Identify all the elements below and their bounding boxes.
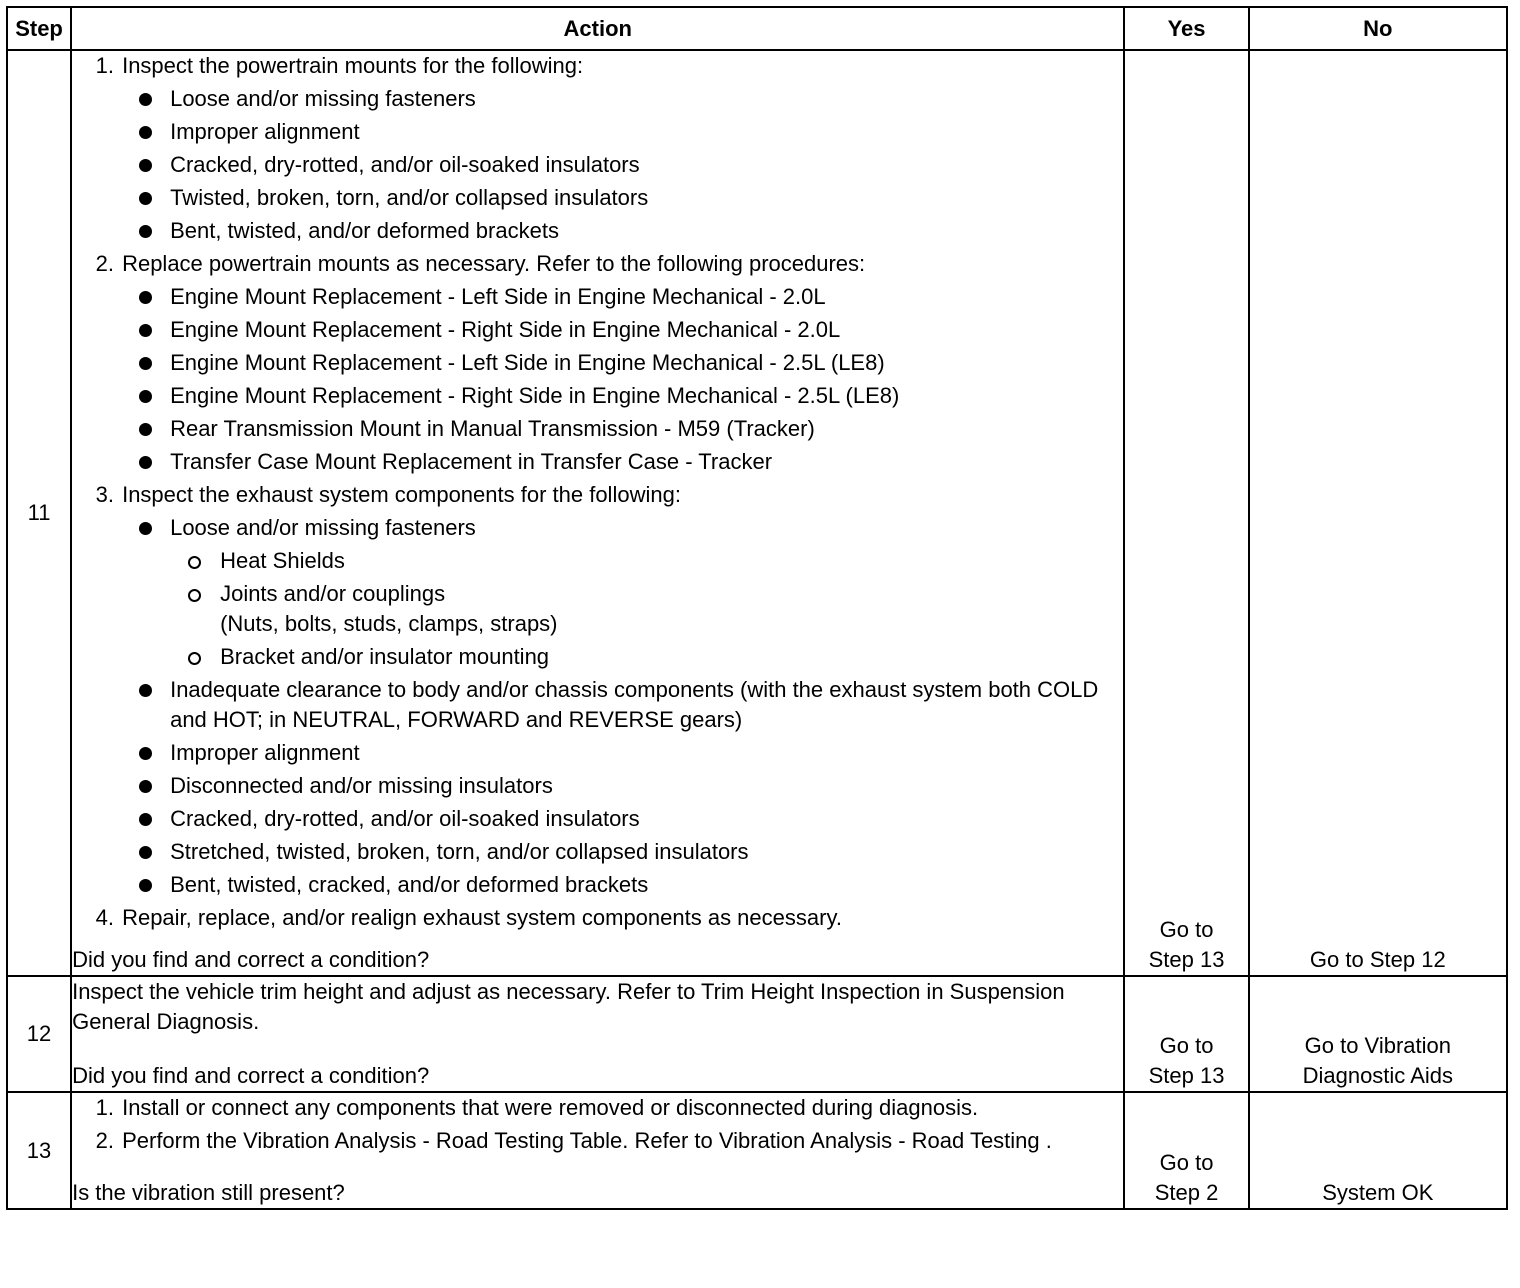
bullet-item: Bent, twisted, cracked, and/or deformed brackets [170,870,1123,900]
yes-cell [1124,1092,1248,1209]
action-item [120,480,1123,900]
bullet-list [122,513,1123,900]
no-text: Diagnostic Aids [1302,1063,1454,1088]
header-step: Step [7,7,71,50]
header-no: No [1249,7,1507,50]
question: Is the vibration still present? [72,1180,345,1205]
bullet-item: Cracked, dry-rotted, and/or oil-soaked insulators [170,804,1123,834]
no-cell [1249,50,1507,976]
action-list [72,1093,1123,1156]
action-list [72,51,1123,933]
step-number: 12 [7,976,71,1092]
bullet-item: Improper alignment [170,117,1123,147]
bullet-item: Loose and/or missing fasteners [170,84,1123,114]
table-row-step-12 [7,976,1507,1092]
action-item [120,51,1123,246]
no-text: System OK [1322,1180,1434,1205]
sub-bullet-note: (Nuts, bolts, studs, clamps, straps) [220,611,558,636]
bullet-list [122,282,1123,477]
table-row-step-13 [7,1092,1507,1209]
no-text: Go to Step 12 [1309,947,1446,972]
bullet-item: Engine Mount Replacement - Right Side in Engine Mechanical - 2.5L (LE8) [170,381,1123,411]
bullet-item [170,513,1123,672]
yes-text: Step 13 [1148,1063,1225,1088]
bullet-item: Inadequate clearance to body and/or chassis components (with the exhaust system both COLD and HOT; in NEUTRAL, FORWARD and REVERSE gears) [170,675,1123,735]
header-yes: Yes [1124,7,1248,50]
no-text: Go to Vibration [1304,1033,1451,1058]
action-item: 1. Install or connect any components that were removed or disconnected during diagnosis. [120,1093,1123,1123]
bullet-item: Engine Mount Replacement - Right Side in Engine Mechanical - 2.0L [170,315,1123,345]
bullet-item: Cracked, dry-rotted, and/or oil-soaked insulators [170,150,1123,180]
bullet-item: Rear Transmission Mount in Manual Transmission - M59 (Tracker) [170,414,1123,444]
action-cell [71,1092,1124,1209]
action-item [120,249,1123,477]
question: Did you find and correct a condition? [72,947,430,972]
action-item: 2. Perform the Vibration Analysis - Road Testing Table. Refer to Vibration Analysis - Road Testing . [120,1126,1123,1156]
no-cell [1249,976,1507,1092]
bullet-item: Improper alignment [170,738,1123,768]
bullet-item: Engine Mount Replacement - Left Side in Engine Mechanical - 2.5L (LE8) [170,348,1123,378]
sub-bullet-list [170,546,1123,672]
yes-text: Step 2 [1154,1180,1219,1205]
yes-cell [1124,50,1248,976]
yes-text: Go to [1159,1033,1214,1058]
yes-text: Go to [1159,1150,1214,1175]
bullet-item: Twisted, broken, torn, and/or collapsed insulators [170,183,1123,213]
table-row-step-11 [7,50,1507,976]
diagnostic-table [6,6,1508,1210]
bullet-item: Bent, twisted, and/or deformed brackets [170,216,1123,246]
bullet-item-text: Loose and/or missing fasteners [170,515,476,540]
action-cell [71,976,1124,1092]
bullet-item: Stretched, twisted, broken, torn, and/or collapsed insulators [170,837,1123,867]
action-cell [71,50,1124,976]
sub-bullet-item [220,579,1123,639]
action-item-text: Inspect the exhaust system components for the following: [122,482,681,507]
yes-cell [1124,976,1248,1092]
yes-text: Step 13 [1148,947,1225,972]
step-number: 11 [7,50,71,976]
action-item-text: Replace powertrain mounts as necessary. Refer to the following procedures: [122,251,866,276]
sub-bullet-item: Heat Shields [220,546,1123,576]
action-paragraph: Inspect the vehicle trim height and adjust as necessary. Refer to Trim Height Inspection in Suspension General Diagnosis. [72,979,1065,1034]
sub-bullet-text: Joints and/or couplings [220,581,446,606]
step-number: 13 [7,1092,71,1209]
bullet-item: Engine Mount Replacement - Left Side in Engine Mechanical - 2.0L [170,282,1123,312]
yes-text: Go to [1159,917,1214,942]
bullet-item: Transfer Case Mount Replacement in Transfer Case - Tracker [170,447,1123,477]
header-row [7,7,1507,50]
action-item-text: Inspect the powertrain mounts for the following: [122,53,584,78]
question: Did you find and correct a condition? [72,1063,430,1088]
no-cell [1249,1092,1507,1209]
bullet-list [122,84,1123,246]
header-action: Action [71,7,1124,50]
sub-bullet-item: Bracket and/or insulator mounting [220,642,1123,672]
action-item: 4. Repair, replace, and/or realign exhaust system components as necessary. [120,903,1123,933]
bullet-item: Disconnected and/or missing insulators [170,771,1123,801]
